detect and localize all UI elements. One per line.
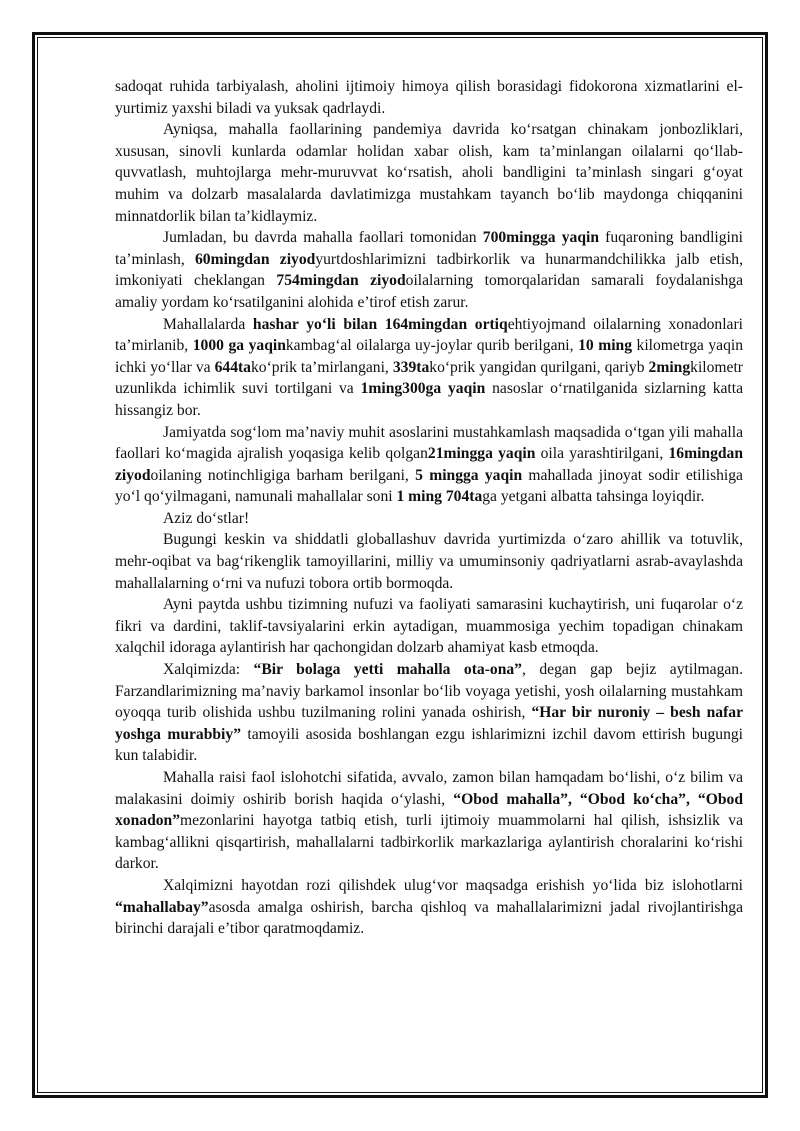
text-run: fuqaroning bandligini ta’minlash, [115, 229, 743, 268]
bold-text: 10 ming [578, 337, 632, 355]
text-run: Xalqimizni hayotdan rozi qilishdek ulug‘vor maqsadga erishish yo‘lida biz islohotlarni [163, 876, 743, 894]
text-run: kilometr uzunlikda ichimlik suvi tortilgani va [115, 358, 743, 398]
text-run: mezonlarini hayotga tatbiq etish, turli ijtimoiy muammolarni hal qilish, ishsizlik va kambag‘allikni qisqartirish, mahallalarni tadbirkorlik markazlariga aylantirish choralarini ko‘rishi darkor. [115, 812, 743, 873]
text-run: asosda amalga oshirish, barcha qishloq va mahallalarimizni jadal rivojlantirishga birinchi darajali e’tibor qaratmoqdamiz. [115, 898, 743, 938]
text-run: Mahallalarda [163, 315, 253, 333]
text-run: Aziz do‘stlar! [163, 509, 250, 527]
bold-text: “Bir bolaga yetti mahalla ota-ona” [253, 661, 522, 679]
paragraph [115, 422, 743, 508]
text-run: Ayni paytda ushbu tizimning nufuzi va faoliyati samarasini kuchaytirish, uni fuqarolar o‘z fikri va dardini, taklif-tavsiyalarini erkin aytadigan, muammosiga yechim topadigan chinakam xalqchil idoraga aylantirish har qachongidan dolzarb ahamiyat kasb etmoqda. [115, 596, 743, 657]
text-run: Bugungi keskin va shiddatli globallashuv davrida yurtimizda o‘zaro ahillik va totuvlik, mehr-oqibat va bag‘rikenglik tamoyillarini, milliy va umuminsoniy qadriyatlarni asrab-avaylashda mahallalarning o‘rni va nufuzi tobora ortib bormoqda. [115, 531, 743, 592]
text-run: oilaning notinchligiga barham berilgani, [150, 466, 416, 484]
bold-text: 60mingdan ziyod [195, 250, 316, 268]
text-run: Mahalla raisi faol islohotchi sifatida, avvalo, zamon bilan hamqadam bo‘lishi, o‘z bilim va malakasini doimiy oshirib borish haqida o‘ylashi, [115, 769, 743, 808]
text-run: ko‘prik yangidan qurilgani, qariyb [429, 358, 649, 376]
paragraph [115, 119, 743, 227]
bold-text: 1000 ga yaqin [192, 337, 286, 355]
text-run: , degan gap bejiz aytilmagan. Farzandlarimizning ma’naviy barkamol insonlar bo‘lib voyaga yetishi, yosh oilalarning mustahkam oyoqqa turib olishida ushbu tuzilmaning rolini yanada oshirish, [115, 661, 743, 722]
bold-text: 5 mingga yaqin [415, 466, 523, 484]
bold-text: 21mingga yaqin [427, 445, 536, 463]
text-run: ko‘prik ta’mirlangani, [250, 358, 393, 376]
bold-text: “Obod mahalla”, “Obod ko‘cha”, “Obod xonadon” [115, 790, 743, 830]
bold-text: hashar yo‘li bilan 164mingdan ortiq [252, 315, 508, 333]
bold-text: 1 ming 704ta [396, 488, 483, 506]
bold-text: 700mingga yaqin [482, 229, 599, 247]
text-run: oila yarashtirilgani, [535, 445, 669, 463]
text-run: nasoslar o‘rnatilganida sizlarning katta hissangiz bor. [115, 380, 744, 419]
text-run: yurtdoshlarimizni tadbirkorlik va hunarmandchilikka jalb etish, imkoniyati cheklangan [115, 250, 743, 290]
document-body [115, 76, 743, 940]
paragraph [115, 875, 743, 940]
bold-text: 16mingdan ziyod [115, 445, 744, 484]
bold-text: 1ming300ga yaqin [360, 380, 486, 398]
paragraph [115, 76, 743, 119]
bold-text: 644ta [214, 358, 251, 376]
text-run: sadoqat ruhida tarbiyalash, aholini ijtimoiy himoya qilish borasidagi fidokorona xizmatlarini el-yurtimiz yaxshi biladi va yuksak qadrlaydi. [115, 78, 743, 117]
paragraph [115, 594, 743, 659]
bold-text: “mahallabay” [115, 898, 209, 916]
text-run: kilometrga yaqin ichki yo‘llar va [115, 337, 743, 376]
paragraph [115, 767, 743, 875]
text-run: mahallada jinoyat sodir etilishiga yo‘l qo‘yilmagani, namunali mahallalar soni [115, 466, 743, 506]
text-run: ga yetgani albatta tahsinga loyiqdir. [482, 488, 705, 506]
bold-text: “Har bir nuroniy – besh nafar yoshga murabbiy” [115, 704, 743, 743]
bold-text: 339ta [392, 358, 430, 376]
text-run: Jamiyatda sog‘lom ma’naviy muhit asoslarini mustahkamlash maqsadida o‘tgan yili mahalla faollari ko‘magida ajralish yoqasiga kelib qolgan [115, 423, 743, 463]
paragraph [115, 659, 743, 767]
text-run: Ayniqsa, mahalla faollarining pandemiya davrida ko‘rsatgan chinakam jonbozliklari, xususan, sinovli kunlarda odamlar holidan xabar olish, kam ta’minlangan oilalarni qo‘llab-quvvatlash, muhtojlarga mehr-muruvvat ko‘rsatish, aholi bandligini ta’minlash singari g‘oyat muhim va dolzarb masalalarda davlatimizga mustahkam tayanch bo‘lib maydonga chiqqanini minnatdorlik bilan ta’kidlaymiz. [115, 121, 743, 225]
paragraph [115, 314, 743, 422]
text-run: Jumladan, bu davrda mahalla faollari tomonidan [163, 229, 483, 247]
text-run: oilalarning tomorqalaridan samarali foydalanishga amaliy yordam ko‘rsatilganini alohida e’tirof etish zarur. [115, 272, 743, 311]
text-run: Xalqimizda: [163, 661, 254, 679]
paragraph [115, 529, 743, 594]
text-run: tamoyili asosida boshlangan ezgu ishlarimizni izchil davom ettirish bugungi kun talabidir. [115, 725, 744, 765]
text-run: kambag‘al oilalarga uy-joylar qurib berilgani, [285, 337, 579, 355]
paragraph [115, 227, 743, 313]
bold-text: 754mingdan ziyod [276, 272, 406, 290]
bold-text: 2ming [648, 358, 691, 376]
paragraph [115, 508, 743, 530]
text-run: ehtiyojmand oilalarning xonadonlari ta’mirlanib, [115, 315, 743, 355]
